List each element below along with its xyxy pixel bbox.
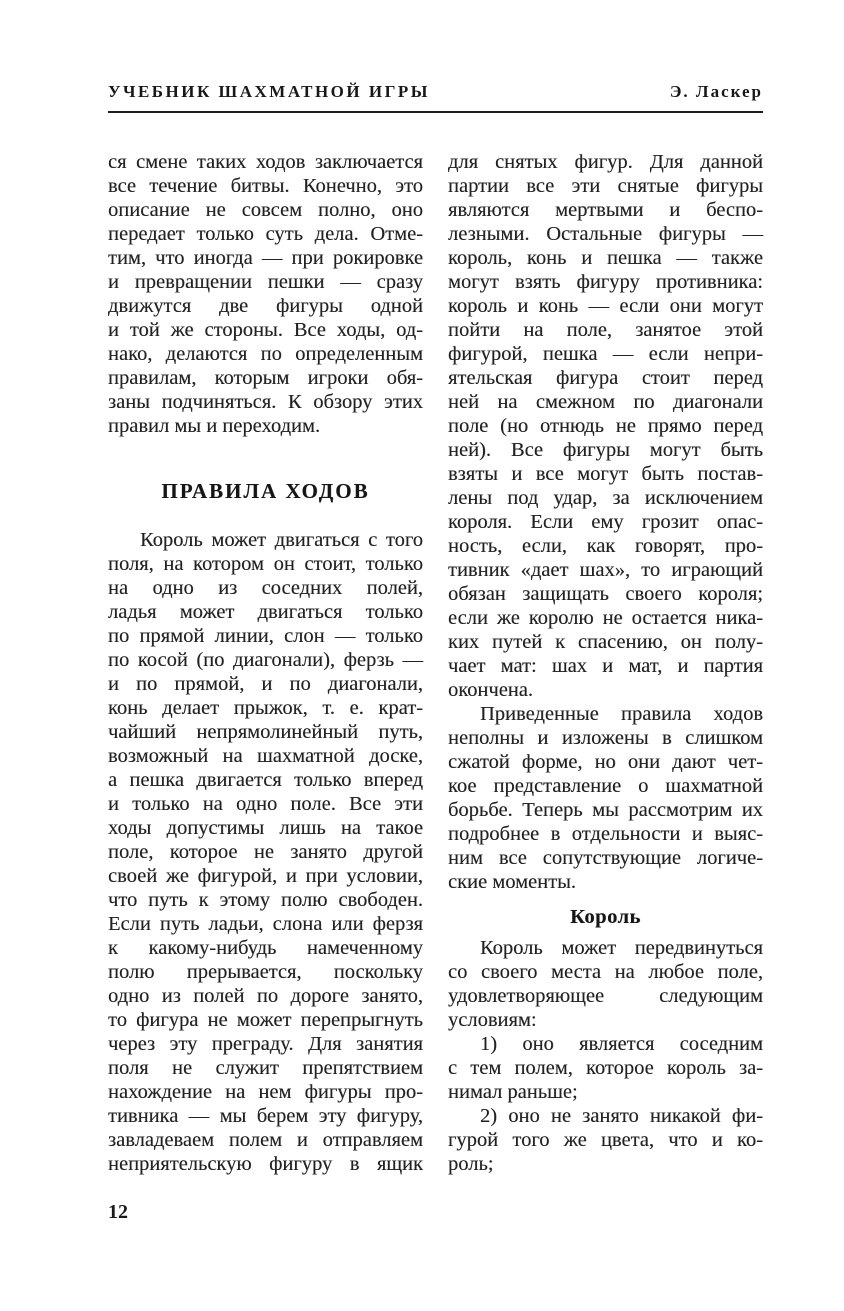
text-line: поля, на котором он стоит, только [108,553,423,575]
paragraph [448,702,763,894]
text-line: подробнее в отдельности и выяс- [448,823,763,845]
right-column [448,150,763,1176]
text-line: ней). Все фигуры могут быть [448,439,763,461]
text-line: тим, что иногда — при рокировке [108,247,423,269]
text-line: являются мертвыми и беспо- [448,199,763,221]
text-line: нимал раньше; [448,1081,578,1103]
text-line: кое представление о шахматной [448,775,763,797]
text-line: неприятельскую фигуру в ящик [108,1153,423,1175]
text-line: поля не служит препятствием [108,1057,423,1079]
text-line: роль; [448,1153,494,1175]
text-line: и только на одно поле. Все эти [108,793,423,815]
text-line: то фигура не может перепрыгнуть [108,1009,423,1031]
text-line: чайший непрямолинейный путь, [108,721,423,743]
author-name: Э. Ласкер [669,82,763,101]
text-line: чает мат: шах и мат, и партия [448,655,763,677]
text-line: правил мы и переходим. [108,415,321,437]
running-title: УЧЕБНИК ШАХМАТНОЙ ИГРЫ [108,82,430,101]
text-line: правилам, которым игроки обя- [108,367,423,389]
text-line: нахождение на нем фигуры про- [108,1081,423,1103]
text-line: к какому-нибудь намеченному [108,937,423,959]
page-number: 12 [108,1201,128,1223]
running-header [108,82,763,102]
text-line: Король может двигаться с того [140,529,423,551]
text-line: могут взять фигуру противника: [448,271,763,293]
text-line: конь делает прыжок, т. е. крат- [108,697,423,719]
text-line: партии все эти снятые фигуры [448,175,763,197]
text-line: описание не совсем полно, оно [108,199,423,221]
text-line: ся смене таких ходов заключается [108,151,423,173]
text-line: Если путь ладьи, слона или ферзя [108,913,423,935]
text-line: нако, делаются по определенным [108,343,423,365]
text-line: движутся две фигуры одной [108,295,423,317]
text-line: короля. Если ему грозит опас- [448,511,763,533]
text-line: ней на смежном по диагонали [448,391,763,413]
text-line: заны подчиняться. К обзору этих [108,391,423,413]
text-line: поле, которое не занято другой [108,841,423,863]
text-line: ходы допустимы лишь на такое [108,817,423,839]
text-line: полю прерывается, поскольку [108,961,423,983]
text-line: тивника — мы берем эту фигуру, [108,1105,423,1127]
text-line: своей же фигурой, и при условии, [108,865,423,887]
text-line: по косой (по диагонали), ферзь — [108,649,423,671]
text-line: ним все сопутствующие логиче- [448,847,763,869]
text-line: по прямой линии, слон — только [108,625,423,647]
text-line: пойти на поле, занятое этой [448,319,763,341]
text-line: Король может передвинуться [480,937,763,959]
text-line: обязан защищать своего короля; [448,583,763,605]
paragraph [448,1104,763,1176]
text-line: с тем полем, которое король за- [448,1057,763,1079]
text-line: передает только суть дела. Отме- [108,223,423,245]
text-line: взяты и все могут быть постав- [448,463,763,485]
text-line: если же королю не остается ника- [448,607,763,629]
paragraph [448,936,763,1032]
text-line: ность, если, как говорят, про- [448,535,763,557]
subsection-heading: Король [570,906,641,928]
header-rule [108,111,763,113]
text-line: сжатой форме, но они дают чет- [448,751,763,773]
text-line: Приведенные правила ходов [480,703,763,725]
text-line: лезными. Остальные фигуры — [448,223,763,245]
text-line: для снятых фигур. Для данной [448,151,763,173]
text-line: возможный на шахматной доске, [108,745,423,767]
text-line: а пешка двигается только вперед [108,769,423,791]
text-line: ские моменты. [448,871,576,893]
text-line: со своего места на любое поле, [448,961,763,983]
text-line: удовлетворяющее следующим [448,985,763,1007]
text-line: что путь к этому полю свободен. [108,889,423,911]
paragraph [448,150,763,702]
text-line: король, конь и пешка — также [448,247,763,269]
chapter-heading: ПРАВИЛА ХОДОВ [161,479,370,503]
text-line: поле (но отнюдь не прямо перед [448,415,763,437]
text-line: борьбе. Теперь мы рассмотрим их [448,799,763,821]
text-line: на одно из соседних полей, [108,577,423,599]
text-line: завладеваем полем и отправляем [108,1129,423,1151]
text-line: ятельская фигура стоит перед [448,367,763,389]
text-line: и той же стороны. Все ходы, од- [108,319,423,341]
text-line: 1) оно является соседним [480,1033,763,1055]
text-line: лены под удар, за исключением [448,487,763,509]
text-line: тивник «дает шах», то играющий [448,559,763,581]
paragraph [108,150,423,438]
left-column [108,150,423,1176]
text-line: и превращении пешки — сразу [108,271,423,293]
text-line: через эту преграду. Для занятия [108,1033,423,1055]
text-line: одно из полей по дороге занято, [108,985,423,1007]
text-line: гурой того же цвета, что и ко- [448,1129,763,1151]
text-line: окончена. [448,679,533,701]
paragraph [108,528,423,1176]
text-line: фигурой, пешка — если непри- [448,343,763,365]
text-line: условиям: [448,1009,537,1031]
text-line: 2) оно не занято никакой фи- [480,1105,763,1127]
text-line: и по прямой, и по диагонали, [108,673,423,695]
text-line: король и конь — если они могут [448,295,763,317]
text-line: ладья может двигаться только [108,601,423,623]
text-line: неполны и изложены в слишком [448,727,763,749]
text-line: ких путей к спасению, он полу- [448,631,763,653]
paragraph [448,1032,763,1104]
text-line: все течение битвы. Конечно, это [108,175,423,197]
